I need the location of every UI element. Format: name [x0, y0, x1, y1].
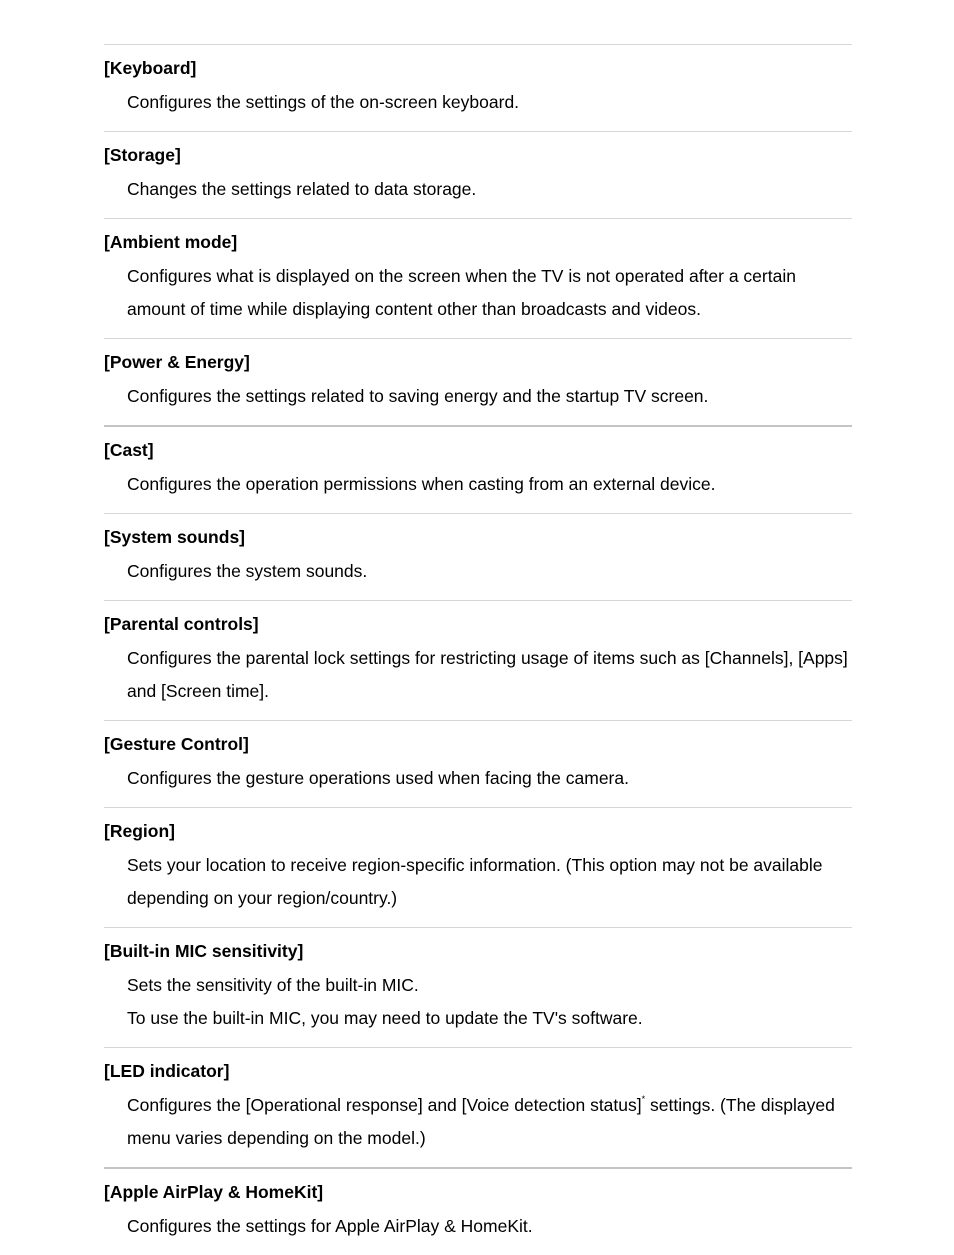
item-description-text: Configures the system sounds.	[127, 561, 368, 581]
item-description-text: Configures what is displayed on the screen when the TV is not operated after a certain amount of time while displaying content other than broadcasts and videos.	[127, 266, 796, 319]
item-description-text: Configures the gesture operations used when facing the camera.	[127, 768, 629, 788]
item-title: [Parental controls]	[104, 614, 259, 634]
item-description-text: Sets the sensitivity of the built-in MIC.	[127, 975, 419, 995]
item-description-text: Configures the settings related to saving energy and the startup TV screen.	[127, 386, 709, 406]
settings-item-keyboard	[104, 44, 852, 131]
item-description	[127, 260, 852, 326]
item-title: [Built-in MIC sensitivity]	[104, 941, 304, 961]
item-description-text: Configures the settings for Apple AirPlay & HomeKit.	[127, 1216, 533, 1236]
settings-item-ambient-mode	[104, 218, 852, 338]
item-description	[127, 86, 852, 119]
item-description	[127, 762, 852, 795]
settings-item-apple-airplay-homekit	[104, 1167, 852, 1255]
description-text-after: settings. (The displayed menu varies depending on the model.)	[127, 1095, 835, 1148]
settings-item-power-energy	[104, 338, 852, 425]
settings-item-builtin-mic-sensitivity	[104, 927, 852, 1047]
description-text-before: Configures the [Operational response] and [Voice detection status]	[127, 1095, 642, 1115]
settings-item-storage	[104, 131, 852, 218]
item-title: [Region]	[104, 821, 175, 841]
item-title: [System sounds]	[104, 527, 245, 547]
item-description-text: Configures the operation permissions when casting from an external device.	[127, 474, 716, 494]
item-description-note: To use the built-in MIC, you may need to update the TV's software.	[127, 1008, 643, 1028]
item-title: [Storage]	[104, 145, 181, 165]
item-description	[127, 1089, 852, 1155]
item-description	[127, 642, 852, 708]
settings-item-system-sounds	[104, 513, 852, 600]
item-title: [Power & Energy]	[104, 352, 250, 372]
item-description	[127, 555, 852, 588]
settings-list	[104, 44, 852, 1255]
settings-item-region	[104, 807, 852, 927]
item-description	[127, 1210, 852, 1243]
item-description	[127, 468, 852, 501]
item-description-text: Configures the parental lock settings for restricting usage of items such as [Channels], [Apps] and [Screen time].	[127, 648, 848, 701]
item-title: [Gesture Control]	[104, 734, 249, 754]
item-description	[127, 173, 852, 206]
item-title: [Cast]	[104, 440, 154, 460]
item-description	[127, 380, 852, 413]
item-description-text	[127, 1089, 852, 1155]
item-title: [Ambient mode]	[104, 232, 238, 252]
item-description-text: Configures the settings of the on-screen keyboard.	[127, 92, 520, 112]
item-description	[127, 849, 852, 915]
item-title: [Apple AirPlay & HomeKit]	[104, 1182, 324, 1202]
item-title: [LED indicator]	[104, 1061, 230, 1081]
settings-item-cast	[104, 425, 852, 513]
settings-item-parental-controls	[104, 600, 852, 720]
item-description-text: Sets your location to receive region-specific information. (This option may not be available depending on your region/country.)	[127, 855, 823, 908]
settings-item-led-indicator	[104, 1047, 852, 1167]
footnote-mark: *	[641, 1094, 646, 1104]
settings-item-gesture-control	[104, 720, 852, 807]
item-description	[127, 969, 852, 1035]
item-description-text: Changes the settings related to data storage.	[127, 179, 477, 199]
item-title: [Keyboard]	[104, 58, 197, 78]
